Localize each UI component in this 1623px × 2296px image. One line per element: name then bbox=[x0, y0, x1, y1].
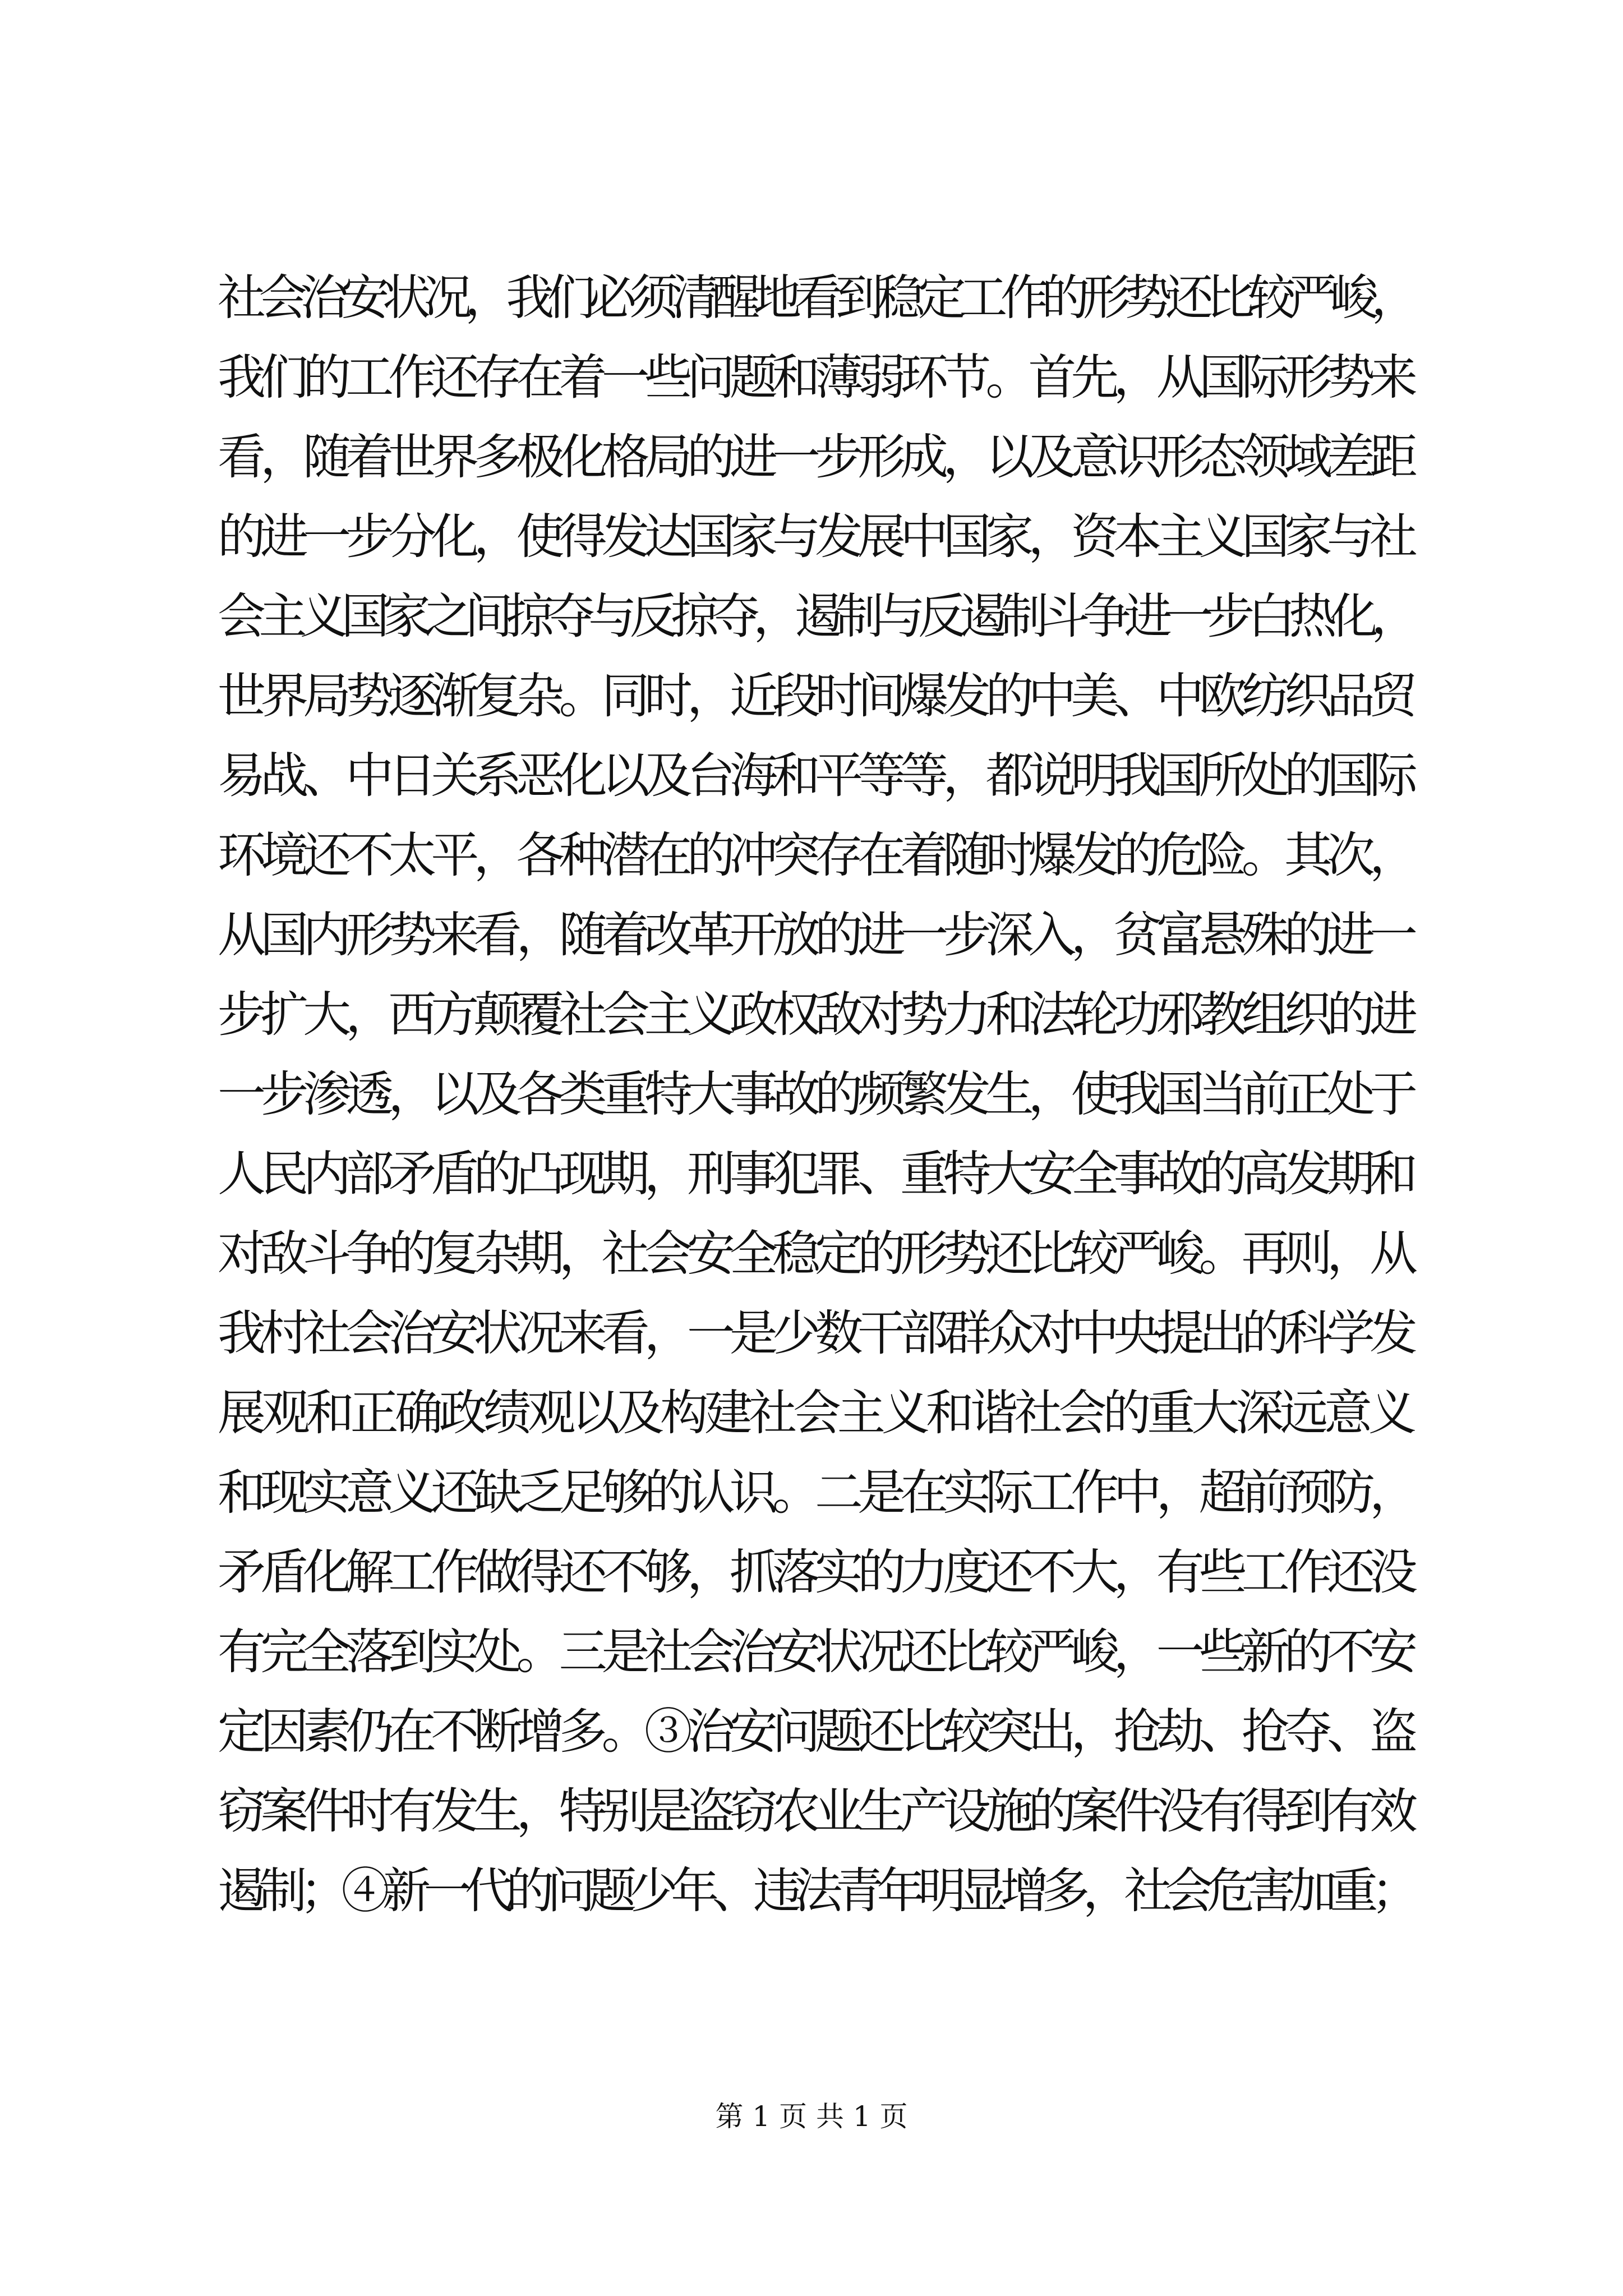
text-line: 和现实意义还缺乏足够的认识。二是在实际工作中，超前预防， bbox=[218, 1465, 1412, 1521]
text-line: 环境还不太平，各种潜在的冲突存在着随时爆发的危险。其次， bbox=[218, 827, 1412, 884]
text-line: 矛盾化解工作做得还不够，抓落实的力度还不大，有些工作还没 bbox=[218, 1544, 1412, 1600]
text-line: 我村社会治安状况来看，一是少数干部群众对中央提出的科学发 bbox=[218, 1305, 1412, 1361]
body-text bbox=[218, 258, 1412, 1931]
text-line: 窃案件时有发生，特别是盗窃农业生产设施的案件没有得到有效 bbox=[218, 1783, 1412, 1839]
text-line: 会主义国家之间掠夺与反掠夺，遏制与反遏制斗争进一步白热化， bbox=[218, 588, 1412, 645]
page-footer bbox=[0, 2097, 1623, 2136]
text-line: 我们的工作还存在着一些问题和薄弱环节。首先，从国际形势来 bbox=[218, 349, 1412, 406]
text-line: 定因素仍在不断增多。③治安问题还比较突出，抢劫、抢夺、盗 bbox=[218, 1704, 1412, 1760]
text-line: 对敌斗争的复杂期，社会安全稳定的形势还比较严峻。再则，从 bbox=[218, 1226, 1412, 1282]
page-number-label: 第 1 页 共 1 页 bbox=[715, 2100, 908, 2133]
text-line: 遏制；④新一代的问题少年、违法青年明显增多，社会危害加重； bbox=[218, 1863, 1412, 1919]
text-line: 看，随着世界多极化格局的进一步形成，以及意识形态领域差距 bbox=[218, 429, 1412, 485]
text-line: 展观和正确政绩观以及构建社会主义和谐社会的重大深远意义 bbox=[218, 1385, 1412, 1441]
text-line: 的进一步分化，使得发达国家与发展中国家，资本主义国家与社 bbox=[218, 509, 1412, 565]
text-line: 社会治安状况，我们必须清醒地看到稳定工作的形势还比较严峻， bbox=[218, 270, 1412, 326]
text-line: 易战、中日关系恶化以及台海和平等等，都说明我国所处的国际 bbox=[218, 748, 1412, 804]
text-line: 人民内部矛盾的凸现期，刑事犯罪、重特大安全事故的高发期和 bbox=[218, 1146, 1412, 1202]
text-line: 从国内形势来看，随着改革开放的进一步深入，贫富悬殊的进一 bbox=[218, 907, 1412, 963]
text-line: 世界局势逐渐复杂。同时，近段时间爆发的中美、中欧纺织品贸 bbox=[218, 668, 1412, 724]
text-line: 有完全落到实处。三是社会治安状况还比较严峻，一些新的不安 bbox=[218, 1624, 1412, 1680]
text-line: 一步渗透，以及各类重特大事故的频繁发生，使我国当前正处于 bbox=[218, 1066, 1412, 1122]
text-line: 步扩大，西方颠覆社会主义政权敌对势力和法轮功邪教组织的进 bbox=[218, 987, 1412, 1043]
